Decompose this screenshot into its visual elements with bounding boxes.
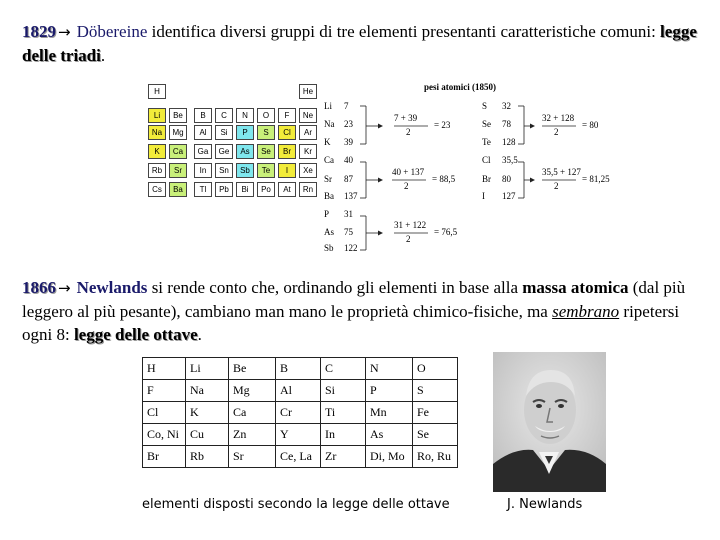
triad-element-weight: 31 (344, 209, 353, 219)
formula-denominator: 2 (554, 181, 559, 191)
formula-numerator: 31 + 122 (394, 220, 427, 230)
element-cell-se: Se (257, 144, 275, 159)
element-cell-li: Li (148, 108, 166, 123)
element-cell-p: P (236, 125, 254, 140)
element-cell-mg: Mg (169, 125, 187, 140)
triad-element-weight: 39 (344, 137, 353, 147)
formula-denominator: 2 (406, 234, 411, 244)
element-cell-ge: Ge (215, 144, 233, 159)
triad-element-symbol: Br (482, 174, 491, 184)
element-cell-sb: Sb (236, 163, 254, 178)
formula-denominator: 2 (404, 181, 409, 191)
table-cell: Br (143, 446, 186, 468)
triad-element-weight: 127 (502, 191, 516, 201)
triad-element-weight: 80 (502, 174, 511, 184)
table-cell: Si (321, 380, 366, 402)
formula-denominator: 2 (554, 127, 559, 137)
table-cell: Be (229, 358, 276, 380)
triad-element-symbol: Li (324, 101, 332, 111)
formula-numerator: 32 + 128 (542, 113, 575, 123)
element-cell-ca: Ca (169, 144, 187, 159)
table-row (143, 358, 458, 380)
table-cell: B (276, 358, 321, 380)
element-cell-ar: Ar (299, 125, 317, 140)
triad-element-weight: 7 (344, 101, 349, 111)
table-cell: F (143, 380, 186, 402)
element-cell-he: He (299, 84, 317, 99)
arrow-head-icon (378, 124, 383, 129)
year-1866: 1866 (22, 278, 56, 297)
right-arrow-icon: → (58, 23, 71, 41)
atomic-mass-term: massa atomica (522, 278, 629, 297)
table-cell: Ti (321, 402, 366, 424)
triad-element-symbol: I (482, 191, 485, 201)
triad-element-symbol: Sr (324, 174, 333, 184)
newlands-portrait (493, 352, 606, 492)
element-cell-i: I (278, 163, 296, 178)
paragraph-text: ripetersi ogni 8: (22, 302, 680, 344)
arrow-head-icon (378, 178, 383, 183)
element-cell-pb: Pb (215, 182, 233, 197)
table-cell: Mg (229, 380, 276, 402)
element-cell-f: F (278, 108, 296, 123)
triads-diagram (320, 80, 640, 260)
element-cell-s: S (257, 125, 275, 140)
triad-element-weight: 75 (344, 227, 353, 237)
table-cell: Ce, La (276, 446, 321, 468)
triad-element-symbol: Sb (324, 243, 334, 253)
element-cell-as: As (236, 144, 254, 159)
table-cell: Co, Ni (143, 424, 186, 446)
element-cell-sn: Sn (215, 163, 233, 178)
element-cell-po: Po (257, 182, 275, 197)
scientist-name: Döbereine (76, 22, 148, 41)
formula-denominator: 2 (406, 127, 411, 137)
element-cell-in: In (194, 163, 212, 178)
element-cell-ba: Ba (169, 182, 187, 197)
table-cell: Ca (229, 402, 276, 424)
paragraph-end: . (197, 325, 202, 344)
triad-element-weight: 122 (344, 243, 358, 253)
element-cell-o: O (257, 108, 275, 123)
arrow-head-icon (378, 231, 383, 236)
year-1829: 1829 (22, 22, 56, 41)
triad-element-weight: 35,5 (502, 155, 518, 165)
element-cell-ga: Ga (194, 144, 212, 159)
element-cell-rb: Rb (148, 163, 166, 178)
element-cell-k: K (148, 144, 166, 159)
element-cell-br: Br (278, 144, 296, 159)
element-cell-ne: Ne (299, 108, 317, 123)
paragraph-text: (dal più leggero al più pesante), cambiano man mano le proprietà chimico-fisiche, ma (22, 278, 686, 321)
table-cell: As (366, 424, 413, 446)
table-cell: Di, Mo (366, 446, 413, 468)
octaves-caption: elementi disposti secondo la legge delle ottave (142, 497, 450, 512)
table-cell: Y (276, 424, 321, 446)
triad-element-symbol: P (324, 209, 330, 219)
triad-element-symbol: As (324, 227, 335, 237)
formula-result: = 80 (582, 120, 599, 130)
table-row (143, 446, 458, 468)
formula-result: = 88,5 (432, 174, 456, 184)
table-row (143, 424, 458, 446)
element-cell-rn: Rn (299, 182, 317, 197)
element-cell-na: Na (148, 125, 166, 140)
triads-lines (320, 80, 640, 260)
triad-element-symbol: Na (324, 119, 335, 129)
element-cell-cs: Cs (148, 182, 166, 197)
arrow-head-icon (530, 124, 535, 129)
formula-result: = 76,5 (434, 227, 458, 237)
element-cell-at: At (278, 182, 296, 197)
formula-numerator: 35,5 + 127 (542, 167, 581, 177)
table-cell: Cr (276, 402, 321, 424)
element-cell-be: Be (169, 108, 187, 123)
triad-element-weight: 87 (344, 174, 353, 184)
table-row (143, 402, 458, 424)
triad-element-weight: 23 (344, 119, 353, 129)
law-name: legge delle triadi (22, 22, 697, 65)
table-cell: K (186, 402, 229, 424)
element-cell-xe: Xe (299, 163, 317, 178)
element-cell-b: B (194, 108, 212, 123)
triad-element-weight: 78 (502, 119, 511, 129)
table-cell: Zn (229, 424, 276, 446)
table-cell: H (143, 358, 186, 380)
triad-element-symbol: K (324, 137, 331, 147)
element-cell-sr: Sr (169, 163, 187, 178)
table-cell: Sr (229, 446, 276, 468)
table-cell: S (413, 380, 458, 402)
table-cell: Cl (143, 402, 186, 424)
formula-numerator: 40 + 137 (392, 167, 425, 177)
portrait-caption: J. Newlands (507, 497, 583, 512)
element-cell-n: N (236, 108, 254, 123)
table-cell: Zr (321, 446, 366, 468)
triad-element-symbol: Se (482, 119, 491, 129)
table-cell: Fe (413, 402, 458, 424)
triad-element-weight: 137 (344, 191, 358, 201)
formula-result: = 81,25 (582, 174, 610, 184)
sembrano-term: sembrano (552, 302, 620, 321)
table-cell: C (321, 358, 366, 380)
triads-header: pesi atomici (1850) (424, 82, 496, 92)
octaves-table (142, 357, 458, 468)
element-cell-si: Si (215, 125, 233, 140)
triad-element-weight: 40 (344, 155, 353, 165)
right-arrow-icon: → (58, 279, 71, 297)
formula-result: = 23 (434, 120, 451, 130)
law-name: legge delle ottave (73, 325, 198, 344)
paragraph-text: si rende conto che, ordinando gli elementi in base alla (147, 278, 523, 297)
formula-numerator: 7 + 39 (394, 113, 418, 123)
element-cell-kr: Kr (299, 144, 317, 159)
triad-element-symbol: Ca (324, 155, 334, 165)
triad-element-symbol: Cl (482, 155, 491, 165)
element-cell-al: Al (194, 125, 212, 140)
element-cell-te: Te (257, 163, 275, 178)
element-cell-cl: Cl (278, 125, 296, 140)
table-cell: In (321, 424, 366, 446)
table-cell: O (413, 358, 458, 380)
scientist-name: Newlands (76, 278, 148, 297)
paragraph-text: identifica diversi gruppi di tre elementi presentanti caratteristiche comuni: (147, 22, 661, 41)
table-cell: Ro, Ru (413, 446, 458, 468)
table-cell: Cu (186, 424, 229, 446)
triad-element-weight: 128 (502, 137, 516, 147)
triad-element-weight: 32 (502, 101, 511, 111)
paragraph-2 (22, 276, 712, 346)
table-cell: Se (413, 424, 458, 446)
element-cell-h: H (148, 84, 166, 99)
element-cell-bi: Bi (236, 182, 254, 197)
paragraph-1 (22, 20, 702, 67)
element-cell-c: C (215, 108, 233, 123)
paragraph-end: . (100, 46, 106, 65)
table-cell: P (366, 380, 413, 402)
triad-element-symbol: S (482, 101, 488, 111)
table-cell: Li (186, 358, 229, 380)
table-cell: Na (186, 380, 229, 402)
table-cell: Mn (366, 402, 413, 424)
table-cell: Al (276, 380, 321, 402)
triad-element-symbol: Ba (324, 191, 334, 201)
element-cell-tl: Tl (194, 182, 212, 197)
table-row (143, 380, 458, 402)
triad-element-symbol: Te (482, 137, 491, 147)
arrow-head-icon (530, 178, 535, 183)
table-cell: N (366, 358, 413, 380)
table-cell: Rb (186, 446, 229, 468)
